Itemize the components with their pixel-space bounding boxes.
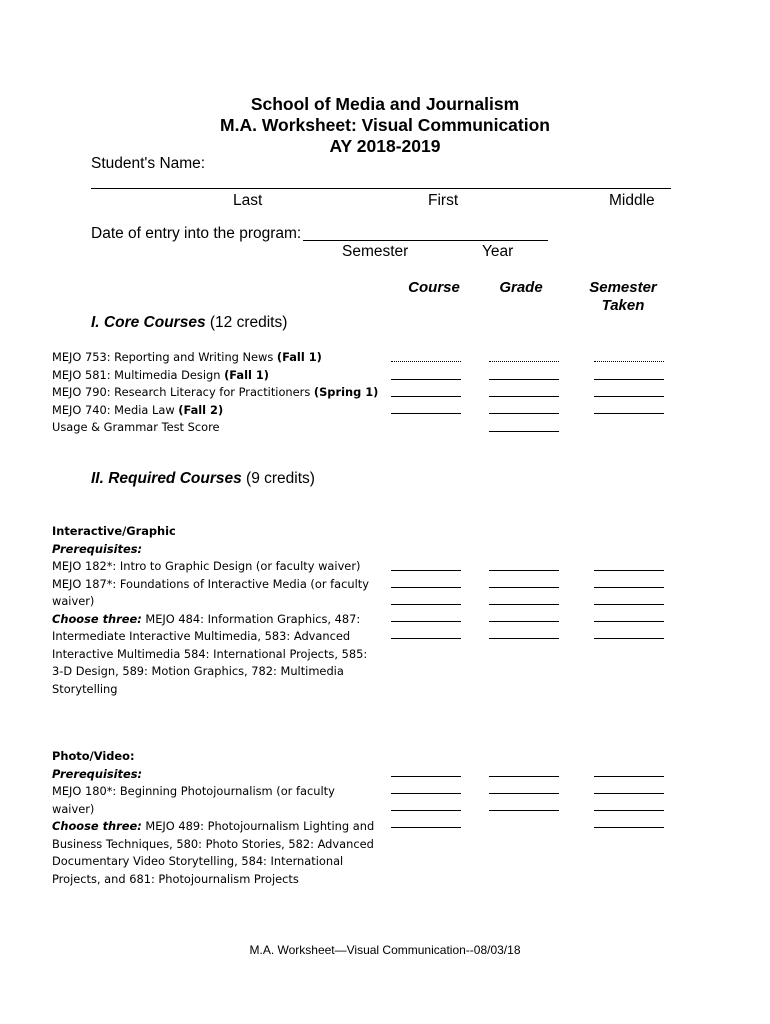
core-course-blank[interactable] (391, 361, 461, 362)
list-item: MEJO 180*: Beginning Photojournalism (or faculty (52, 784, 335, 798)
photo-semester-blank[interactable] (594, 810, 664, 811)
column-taken: Taken (601, 297, 645, 314)
interactive-semester-blank[interactable] (594, 621, 664, 622)
entry-date-label: Date of entry into the program: (91, 225, 302, 242)
interactive-semester-blank[interactable] (594, 587, 664, 588)
interactive-course-blank[interactable] (391, 638, 461, 639)
list-item: MEJO 187*: Foundations of Interactive Media (or faculty (52, 576, 369, 591)
interactive-grade-blank[interactable] (489, 587, 559, 588)
list-item: MEJO 790: Research Literacy for Practitioners (Spring 1) (52, 385, 379, 399)
list-item: waiver) (52, 801, 95, 816)
interactive-course-blank[interactable] (391, 621, 461, 622)
list-item: Usage & Grammar Test Score (52, 420, 220, 434)
interactive-semester-blank[interactable] (594, 570, 664, 571)
interactive-grade-blank[interactable] (489, 621, 559, 622)
interactive-course-blank[interactable] (391, 587, 461, 588)
required-courses-heading (91, 470, 315, 488)
student-name-line[interactable] (91, 188, 671, 189)
core-grade-blank[interactable] (489, 379, 559, 380)
core-grade-blank[interactable] (489, 396, 559, 397)
page-footer: M.A. Worksheet—Visual Communication--08/03/18 (249, 943, 521, 957)
photo-semester-blank[interactable] (594, 776, 664, 777)
core-grade-blank[interactable] (489, 413, 559, 414)
entry-year-label: Year (482, 243, 514, 260)
photo-course-blank[interactable] (391, 827, 461, 828)
list-item: Choose three: MEJO 484: Information Graphics, 487: (52, 611, 361, 626)
photo-heading: Photo/Video: (52, 749, 135, 763)
core-course-blank[interactable] (391, 413, 461, 414)
photo-semester-blank[interactable] (594, 793, 664, 794)
name-first-label: First (428, 192, 459, 209)
photo-grade-blank[interactable] (489, 793, 559, 794)
photo-grade-blank[interactable] (489, 776, 559, 777)
name-middle-label: Middle (609, 192, 655, 209)
core-course-list (52, 349, 378, 437)
required-courses-credits: (9 credits) (246, 470, 315, 487)
interactive-semester-blank[interactable] (594, 638, 664, 639)
title-school: School of Media and Journalism (250, 94, 520, 114)
column-course: Course (408, 279, 460, 296)
interactive-heading: Interactive/Graphic (52, 524, 176, 538)
core-semester-blank[interactable] (594, 396, 664, 397)
photo-semester-blank[interactable] (594, 827, 664, 828)
core-course-blank[interactable] (391, 396, 461, 397)
photo-grade-blank[interactable] (489, 810, 559, 811)
column-semester: Semester (589, 279, 657, 296)
core-semester-blank[interactable] (594, 379, 664, 380)
core-courses-credits: (12 credits) (209, 314, 288, 331)
list-item: Intermediate Interactive Multimedia, 583: Advanced (52, 629, 351, 643)
core-semester-blank[interactable] (594, 413, 664, 414)
list-item: 3-D Design, 589: Motion Graphics, 782: Multimedia (52, 664, 344, 678)
student-name-label: Student's Name: (91, 155, 206, 172)
list-item: Choose three: MEJO 489: Photojournalism Lighting and (52, 819, 375, 833)
core-grade-blank[interactable] (489, 361, 559, 362)
interactive-course-blank[interactable] (391, 604, 461, 605)
required-courses-title: II. Required Courses (91, 470, 242, 487)
interactive-grade-blank[interactable] (489, 570, 559, 571)
core-courses-heading (91, 314, 287, 332)
photo-video-section (52, 748, 374, 888)
title-year: AY 2018-2019 (329, 136, 441, 156)
photo-course-blank[interactable] (391, 793, 461, 794)
core-semester-blank[interactable] (594, 361, 664, 362)
list-item: Storytelling (52, 681, 118, 696)
list-item: Business Techniques, 580: Photo Stories, 582: Advanced (52, 836, 374, 851)
photo-prereq-label: Prerequisites: (52, 766, 143, 781)
column-grade: Grade (499, 279, 543, 296)
core-courses-title: I. Core Courses (91, 314, 206, 331)
interactive-semester-blank[interactable] (594, 604, 664, 605)
entry-semester-label: Semester (342, 243, 409, 260)
photo-course-blank[interactable] (391, 776, 461, 777)
interactive-graphic-section (52, 523, 369, 698)
list-item: MEJO 753: Reporting and Writing News (Fall 1) (52, 350, 322, 364)
list-item: Projects, and 681: Photojournalism Projects (52, 871, 299, 886)
interactive-course-blank[interactable] (391, 570, 461, 571)
list-item: Interactive Multimedia 584: International Projects, 585: (52, 646, 368, 661)
entry-date-line[interactable] (303, 240, 548, 241)
title-worksheet: M.A. Worksheet: Visual Communication (220, 115, 550, 135)
photo-course-blank[interactable] (391, 810, 461, 811)
list-item: MEJO 740: Media Law (Fall 2) (52, 402, 224, 417)
list-item: Documentary Video Storytelling, 584: International (52, 854, 344, 868)
core-course-blank[interactable] (391, 379, 461, 380)
usage-grammar-score-blank[interactable] (489, 431, 559, 432)
interactive-prereq-label: Prerequisites: (52, 541, 143, 556)
interactive-grade-blank[interactable] (489, 638, 559, 639)
list-item: MEJO 581: Multimedia Design (Fall 1) (52, 367, 269, 382)
name-last-label: Last (233, 192, 263, 209)
list-item: waiver) (52, 594, 95, 608)
interactive-grade-blank[interactable] (489, 604, 559, 605)
list-item: MEJO 182*: Intro to Graphic Design (or faculty waiver) (52, 559, 361, 573)
